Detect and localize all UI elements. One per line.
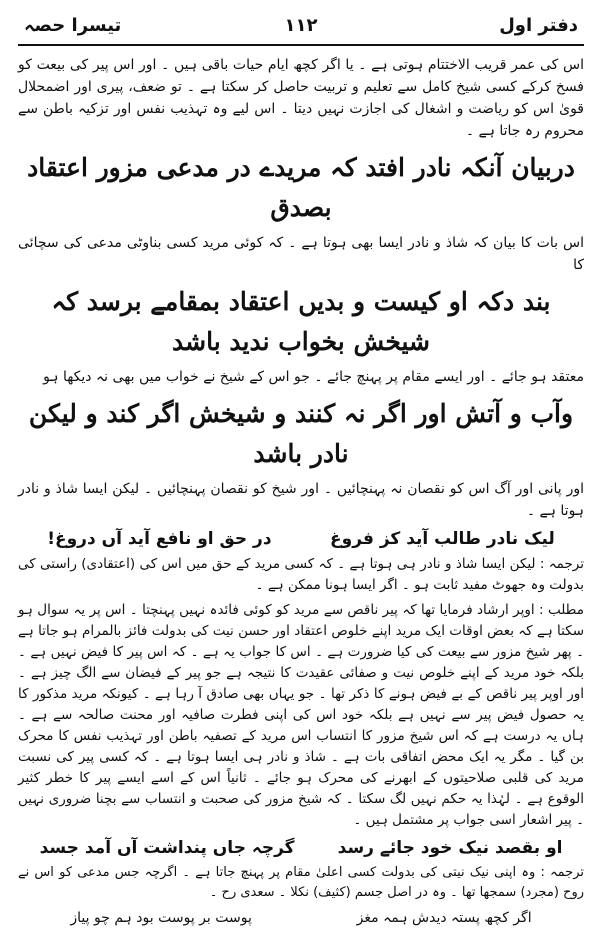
translation-1: ترجمہ : لیکن ایسا شاذ و نادر ہی ہوتا ہے ۔ کہ کسی مرید کے حق میں اس کی (اعتقادی) راستی کی بدولت وہ جھوٹ مفید ثابت ہو ۔ اگر ایسا ہونا ممکن ہے ۔: [18, 556, 584, 593]
verse-1-first-half: لیک نادر طالب آید کز فروغ: [330, 529, 555, 549]
persian-heading-2: بند دکہ او کیست و بدیں اعتقاد بمقامے برسد کہ شیخش بخواب ندید باشد: [51, 287, 551, 356]
translation-2: ترجمہ : وہ اپنی نیک نیتی کی بدولت کسی اعلیٰ مقام پر پہنچ جاتا ہے ۔ اگرچہ جس مدعی کو اس نے روح (مجرد) سمجھا تھا ۔ وہ در اصل جسم (کثیف) نکلا ۔ سعدی رح ۔: [18, 865, 584, 900]
page-content: [18, 54, 584, 933]
verse-1-second-half: در حق او نافع آید آں دروغ!: [47, 529, 272, 549]
paragraph-3: معتقد ہو جائے ۔ اور ایسے مقام پر پہنچ جائے ۔ جو اس کے شیخ نے خواب میں بھی نہ دیکھا ہو: [43, 369, 584, 385]
page-number: ۱۱۲: [284, 15, 318, 36]
document-page: [18, 10, 584, 926]
verse-2-first-half: او بقصد نیک خود جائے رسد: [337, 838, 563, 858]
verse-couplet-2: [18, 835, 584, 861]
section-title: تیسرا حصہ: [24, 15, 122, 36]
volume-title: دفتر اول: [499, 15, 578, 36]
verse-3-second-half: پوست بر پوست بود ہم چو پیاز: [70, 910, 252, 926]
paragraph-4: اور پانی اور آگ اس کو نقصان نہ پہنچائیں ۔ اور شیخ کو نقصان پہنچائیں ۔ لیکن ایسا شاذ و نادر ہوتا ہے ۔: [18, 481, 584, 519]
verse-3-first-half: اگر کچھ پستہ دیدش ہمہ مغز: [356, 910, 532, 926]
verse-2-second-half: گرچہ جاں پنداشت آں آمد جسد: [39, 838, 295, 858]
persian-heading-1: دربیان آنکہ نادر افتد کہ مریدے در مدعی مزور اعتقاد بصدق: [27, 153, 575, 222]
persian-heading-3: وآب و آتش اور اگر نہ کنند و شیخش اگر کند و لیکن نادر باشد: [28, 399, 574, 468]
paragraph-2: اس بات کا بیان کہ شاذ و نادر ایسا بھی ہوتا ہے ۔ کہ کوئی مرید کسی بناوٹی مدعی کی سچائی کا: [18, 235, 584, 273]
verse-couplet-3: [18, 905, 584, 931]
page-header: [18, 10, 584, 46]
explanation-paragraph: مطلب : اوپر ارشاد فرمایا تھا کہ پیر ناقص سے مرید کو کوئی فائدہ نہیں پہنچتا ۔ اس پر یہ سوال ہو سکتا ہے کہ بعض اوقات ایک مرید اپنے خلوص اعتقاد اور حسن نیت کی بدولت فائز بالمرام ہو جاتا ہے ۔ پھر شیخ مزور سے بیعت کی کیا ضرورت ہے ۔ اس کا جواب یہ ہے ۔ کہ اس پیر کا فیض نہیں ہے ۔ بلکہ خود مرید کے اپنے خلوص نیت و صفائی عقیدت کا نتیجہ ہے جو پیر کے فیضان سے الگ چیز ہے ۔ اور اوپر پیر ناقص کے بے فیض ہونے کا ذکر تھا ۔ جو یہاں بھی صادق آ رہا ہے ۔ کیونکہ مرید مذکور کا یہ حصول فیض پیر سے نہیں ہے بلکہ خود اس کی اپنی فطرت صافیہ اور محنت صالحہ سے ہے ۔ ہاں یہ درست ہے کہ اس شیخ مزور کا انتساب اس مرید کے تصفیہ باطن اور تہذیب نفس کا محرک بن گیا ۔ مگر یہ ایک محض اتفاقی بات ہے ۔ شاذ و نادر ہی ایسا ہوتا ہے ۔ کہ کسی پیر کی نسبت مرید کی قلبی صلاحیتوں کے ابھرنے کی محرک ہو جائے ۔ ثانیاً اس کے اسے ایسے پیر کا خطر کثیر الوقوع ہے ۔ لہٰذا یہ حکم نہیں لگ سکتا ۔ کہ شیخ مزور کی صحبت و انتساب سے بچنا ضروری نہیں ۔ پیر اشعار اسی جواب پر مشتمل ہیں ۔: [18, 602, 584, 828]
verse-couplet-1: [18, 526, 584, 552]
paragraph-1: اس کی عمر قریب الاختتام ہوتی ہے ۔ یا اگر کچھ ایام حیات باقی ہیں ۔ اور اس پیر کی بیعت کو فسخ کرکے کسی شیخ کامل سے تعلیم و تربیت حاصل کر سکتا ہے ۔ تو ضعف، پیری اور اضمحلال قویٰ اس کو ریاضت و اشغال کی اجازت نہیں دیتا ۔ اس لیے وہ تہذیب نفس اور تزکیہ باطن سے محروم رہ جاتا ہے ۔: [18, 57, 584, 139]
